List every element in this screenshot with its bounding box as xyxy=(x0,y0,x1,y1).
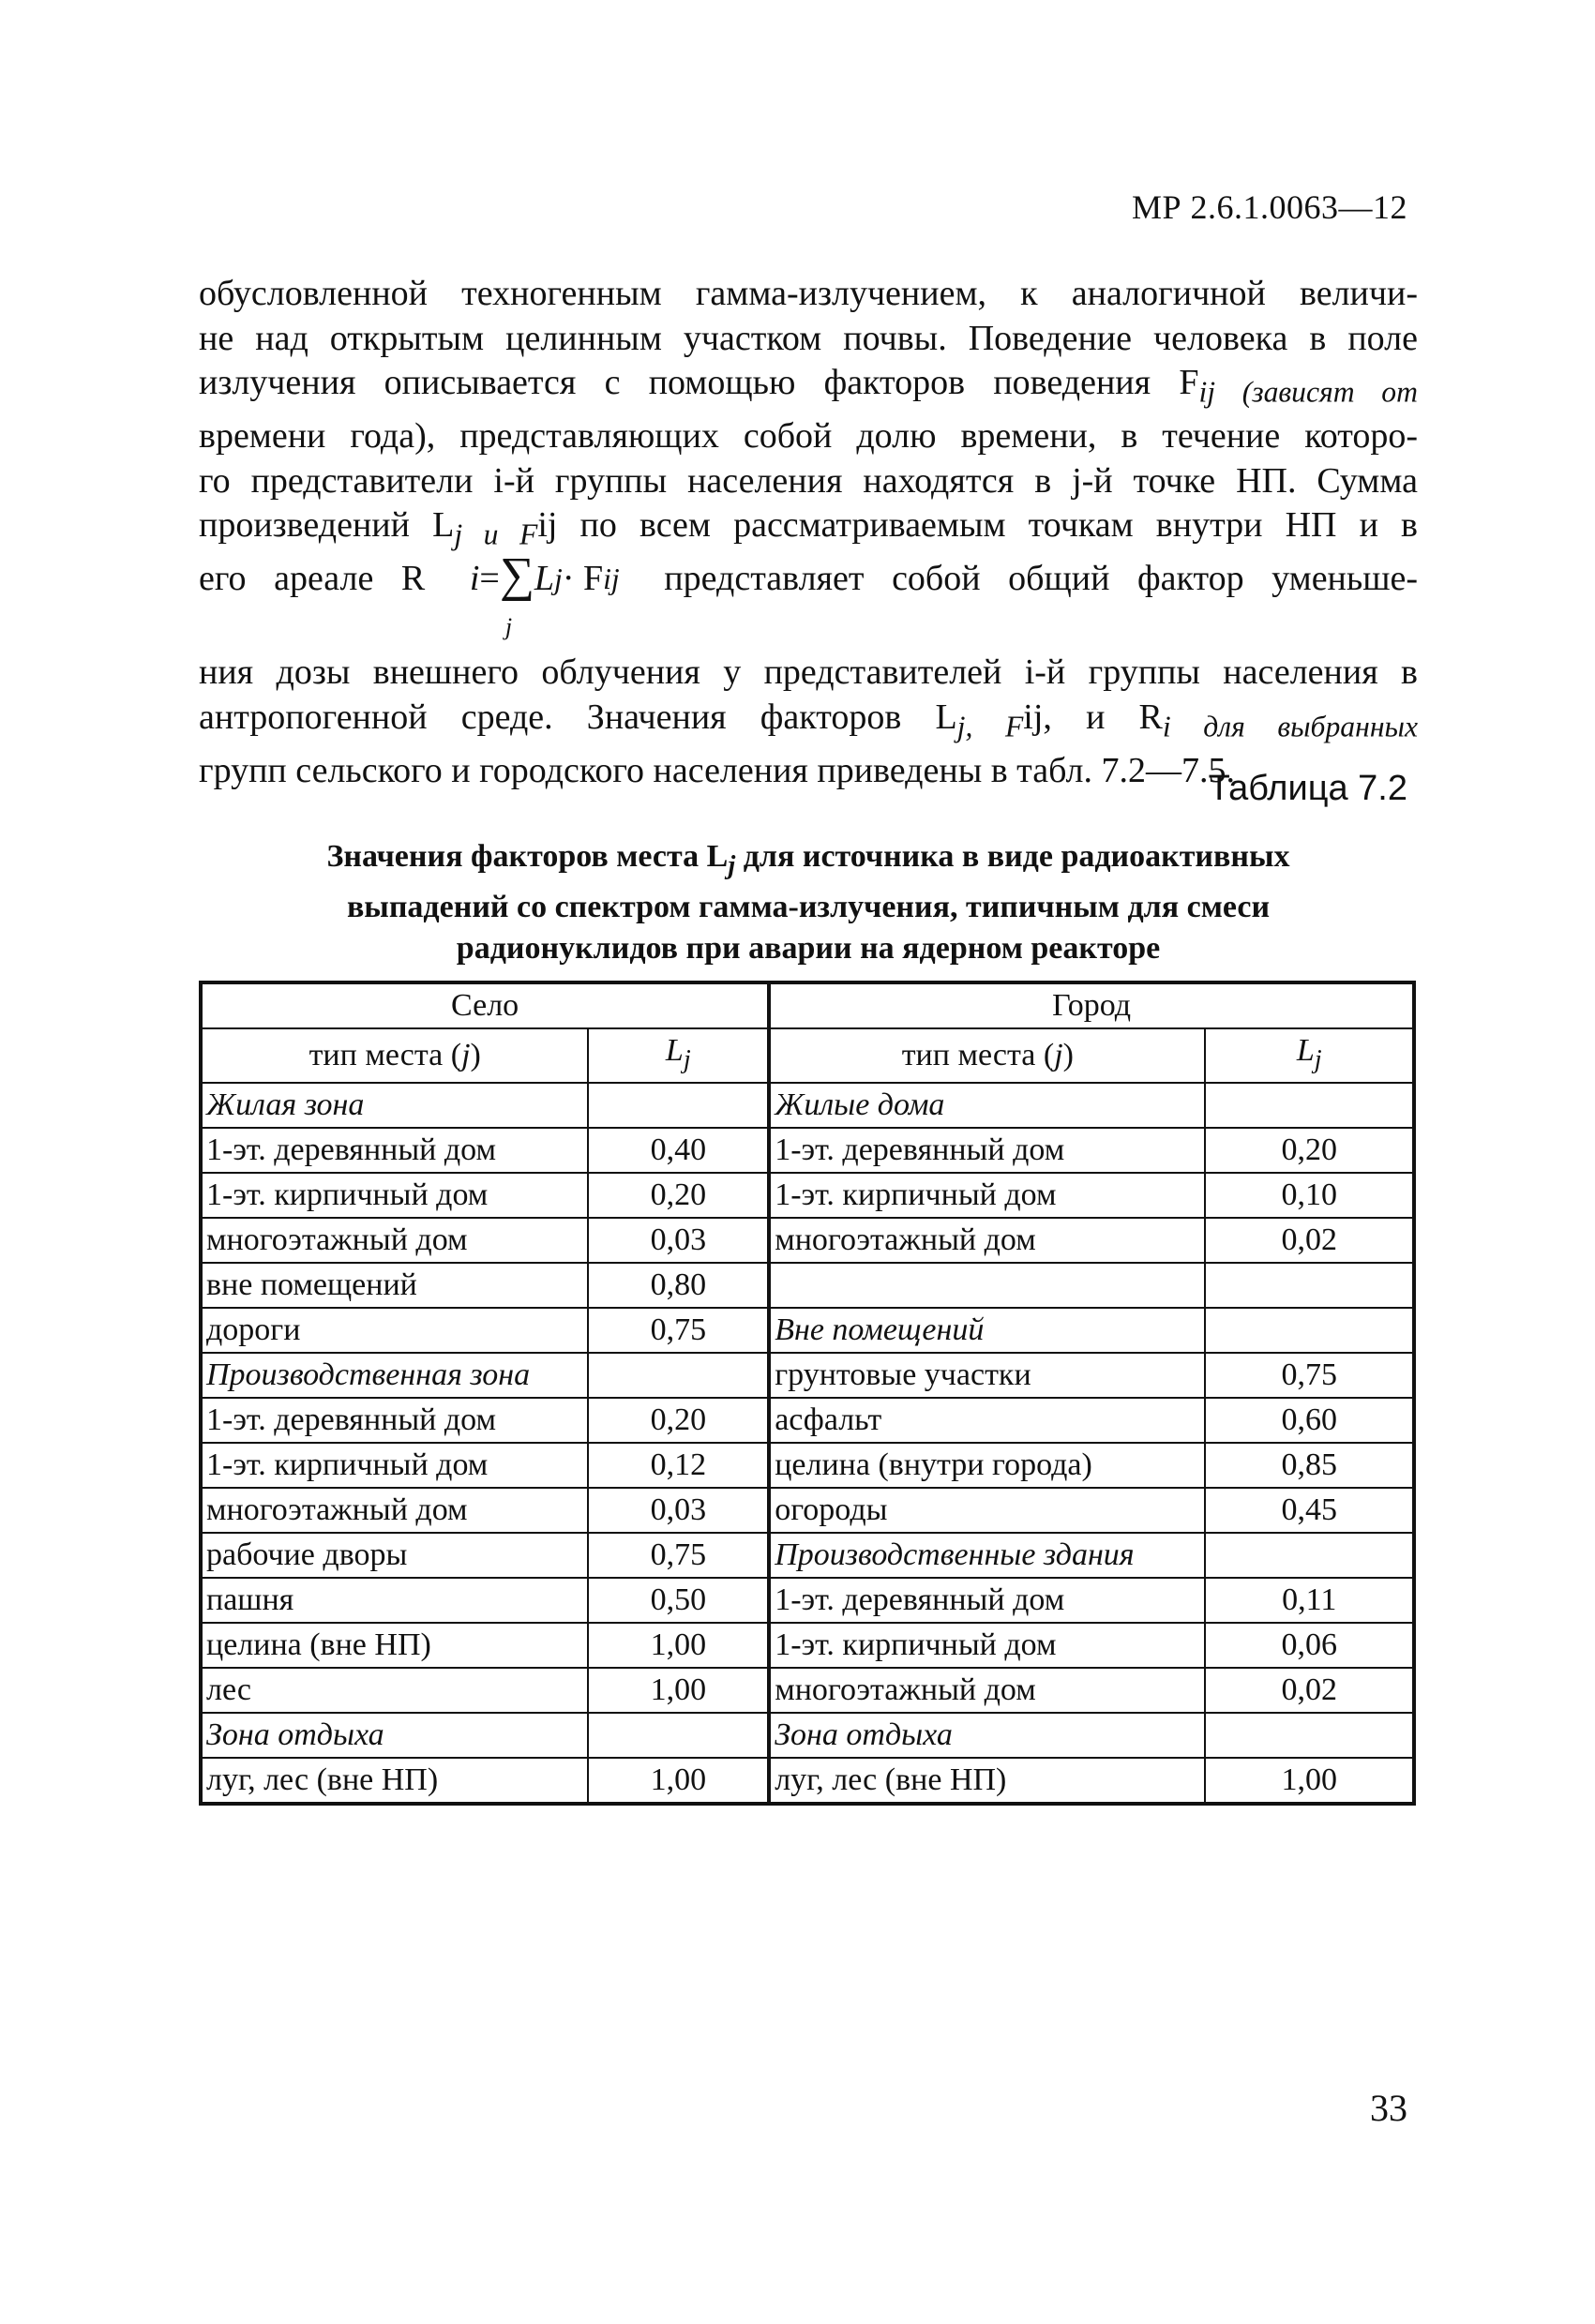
village-place-name: лес xyxy=(201,1668,588,1713)
village-place-name: 1-эт. деревянный дом xyxy=(201,1398,588,1443)
village-lj-value: 0,75 xyxy=(588,1533,769,1578)
village-lj-value: 1,00 xyxy=(588,1668,769,1713)
village-lj-value xyxy=(588,1083,769,1128)
body-line: времени года), представляющих собой долю времени, в течение которо- xyxy=(199,416,1418,457)
table-row xyxy=(201,1083,1414,1128)
header-city: Город xyxy=(769,982,1414,1028)
city-place-name: Зона отдыха xyxy=(769,1713,1205,1758)
city-lj-value: 0,75 xyxy=(1205,1353,1414,1398)
village-lj-value: 0,40 xyxy=(588,1128,769,1173)
city-lj-value xyxy=(1205,1308,1414,1353)
village-lj-value: 0,20 xyxy=(588,1398,769,1443)
formula-line: его ареале R i = ∑ j L j · F ij представляет собой общий фактор уменьше- xyxy=(199,548,1419,641)
table-title: Значения факторов места $L_j$ для источника в виде радиоактивных выпадений со спектром гамма-излучения, типичным для смеси радионуклидов при аварии на ядерном реакторе xyxy=(326,839,1290,966)
city-place-name: многоэтажный дом xyxy=(769,1218,1205,1263)
table-row xyxy=(201,1218,1414,1263)
village-lj-value xyxy=(588,1353,769,1398)
table-column-header-row xyxy=(201,1028,1414,1083)
city-place-name xyxy=(769,1263,1205,1308)
village-place-name: 1-эт. кирпичный дом xyxy=(201,1443,588,1488)
city-place-name: 1-эт. деревянный дом xyxy=(769,1578,1205,1623)
city-lj-value xyxy=(1205,1533,1414,1578)
village-place-name: Производственная зона xyxy=(201,1353,588,1398)
table-row xyxy=(201,1443,1414,1488)
body-line: излучения описывается с помощью факторов поведения $F_{ij (зависят от}$ xyxy=(199,363,1418,409)
village-place-name: дороги xyxy=(201,1308,588,1353)
village-place-name: луг, лес (вне НП) xyxy=(201,1758,588,1804)
header-lj: $L_j$ xyxy=(588,1028,769,1083)
city-lj-value: 0,20 xyxy=(1205,1128,1414,1173)
city-place-name: огороды xyxy=(769,1488,1205,1533)
city-place-name: 1-эт. кирпичный дом xyxy=(769,1173,1205,1218)
body-line: го представители i-й группы населения находятся в j-й точке НП. Сумма xyxy=(199,460,1418,501)
table-row xyxy=(201,1758,1414,1804)
village-place-name: 1-эт. кирпичный дом xyxy=(201,1173,588,1218)
location-factors-table xyxy=(199,981,1416,1806)
village-lj-value: 0,12 xyxy=(588,1443,769,1488)
header-place-type: тип места (j) xyxy=(769,1028,1205,1083)
city-lj-value: 0,85 xyxy=(1205,1443,1414,1488)
village-lj-value: 0,20 xyxy=(588,1173,769,1218)
city-place-name: целина (внутри города) xyxy=(769,1443,1205,1488)
body-line: антропогенной среде. Значения факторов $L_{j, F}ij$, и $R_{i для выбранных}$ xyxy=(199,697,1419,743)
table-row xyxy=(201,1623,1414,1668)
city-lj-value: 0,45 xyxy=(1205,1488,1414,1533)
header-lj: $L_j$ xyxy=(1205,1028,1414,1083)
table-label: Таблица 7.2 xyxy=(1208,769,1407,808)
city-place-name: Производственные здания xyxy=(769,1533,1205,1578)
village-lj-value: 0,03 xyxy=(588,1488,769,1533)
city-lj-value: 0,06 xyxy=(1205,1623,1414,1668)
city-place-name: 1-эт. кирпичный дом xyxy=(769,1623,1205,1668)
city-place-name: Жилые дома xyxy=(769,1083,1205,1128)
city-place-name: Вне помещений xyxy=(769,1308,1205,1353)
table-row xyxy=(201,1668,1414,1713)
table-row xyxy=(201,1713,1414,1758)
village-place-name: многоэтажный дом xyxy=(201,1218,588,1263)
header-place-type: тип места (j) xyxy=(201,1028,588,1083)
table-row xyxy=(201,1353,1414,1398)
village-lj-value: 1,00 xyxy=(588,1623,769,1668)
village-lj-value xyxy=(588,1713,769,1758)
city-place-name: асфальт xyxy=(769,1398,1205,1443)
village-place-name: рабочие дворы xyxy=(201,1533,588,1578)
city-place-name: 1-эт. деревянный дом xyxy=(769,1128,1205,1173)
village-lj-value: 0,75 xyxy=(588,1308,769,1353)
body-paragraph xyxy=(199,272,1418,793)
table-group-header-row xyxy=(201,982,1414,1028)
document-code: МР 2.6.1.0063—12 xyxy=(1131,188,1407,226)
sigma-symbol: ∑ j xyxy=(499,548,534,641)
village-lj-value: 1,00 xyxy=(588,1758,769,1804)
city-lj-value: 0,02 xyxy=(1205,1218,1414,1263)
table-row xyxy=(201,1128,1414,1173)
city-place-name: грунтовые участки xyxy=(769,1353,1205,1398)
village-lj-value: 0,80 xyxy=(588,1263,769,1308)
table-row xyxy=(201,1533,1414,1578)
city-lj-value: 0,10 xyxy=(1205,1173,1414,1218)
city-lj-value xyxy=(1205,1713,1414,1758)
city-lj-value: 1,00 xyxy=(1205,1758,1414,1804)
body-line: групп сельского и городского населения приведены в табл. 7.2—7.5. xyxy=(199,750,1235,790)
table-row xyxy=(201,1173,1414,1218)
sum-formula: i = ∑ j L j · F ij xyxy=(469,548,620,641)
village-lj-value: 0,50 xyxy=(588,1578,769,1623)
village-place-name: вне помещений xyxy=(201,1263,588,1308)
city-lj-value: 0,02 xyxy=(1205,1668,1414,1713)
city-lj-value xyxy=(1205,1263,1414,1308)
header-village: Село xyxy=(201,982,769,1028)
city-lj-value: 0,60 xyxy=(1205,1398,1414,1443)
page-number: 33 xyxy=(1370,2087,1407,2129)
village-place-name: Жилая зона xyxy=(201,1083,588,1128)
village-lj-value: 0,03 xyxy=(588,1218,769,1263)
table-row xyxy=(201,1308,1414,1353)
table-row xyxy=(201,1263,1414,1308)
city-place-name: многоэтажный дом xyxy=(769,1668,1205,1713)
body-line: обусловленной техногенным гамма-излучением, к аналогичной величи- xyxy=(199,274,1418,313)
village-place-name: Зона отдыха xyxy=(201,1713,588,1758)
city-lj-value: 0,11 xyxy=(1205,1578,1414,1623)
body-line: произведений $L_{j и F}ij$ по всем рассматриваемым точкам внутри НП и в xyxy=(199,505,1418,551)
city-place-name: луг, лес (вне НП) xyxy=(769,1758,1205,1804)
village-place-name: целина (вне НП) xyxy=(201,1623,588,1668)
city-lj-value xyxy=(1205,1083,1414,1128)
village-place-name: пашня xyxy=(201,1578,588,1623)
table-row xyxy=(201,1578,1414,1623)
table-row xyxy=(201,1398,1414,1443)
table-row xyxy=(201,1488,1414,1533)
village-place-name: многоэтажный дом xyxy=(201,1488,588,1533)
village-place-name: 1-эт. деревянный дом xyxy=(201,1128,588,1173)
body-line: ния дозы внешнего облучения у представителей i-й группы населения в xyxy=(199,652,1418,693)
body-line: не над открытым целинным участком почвы. Поведение человека в поле xyxy=(199,318,1418,358)
